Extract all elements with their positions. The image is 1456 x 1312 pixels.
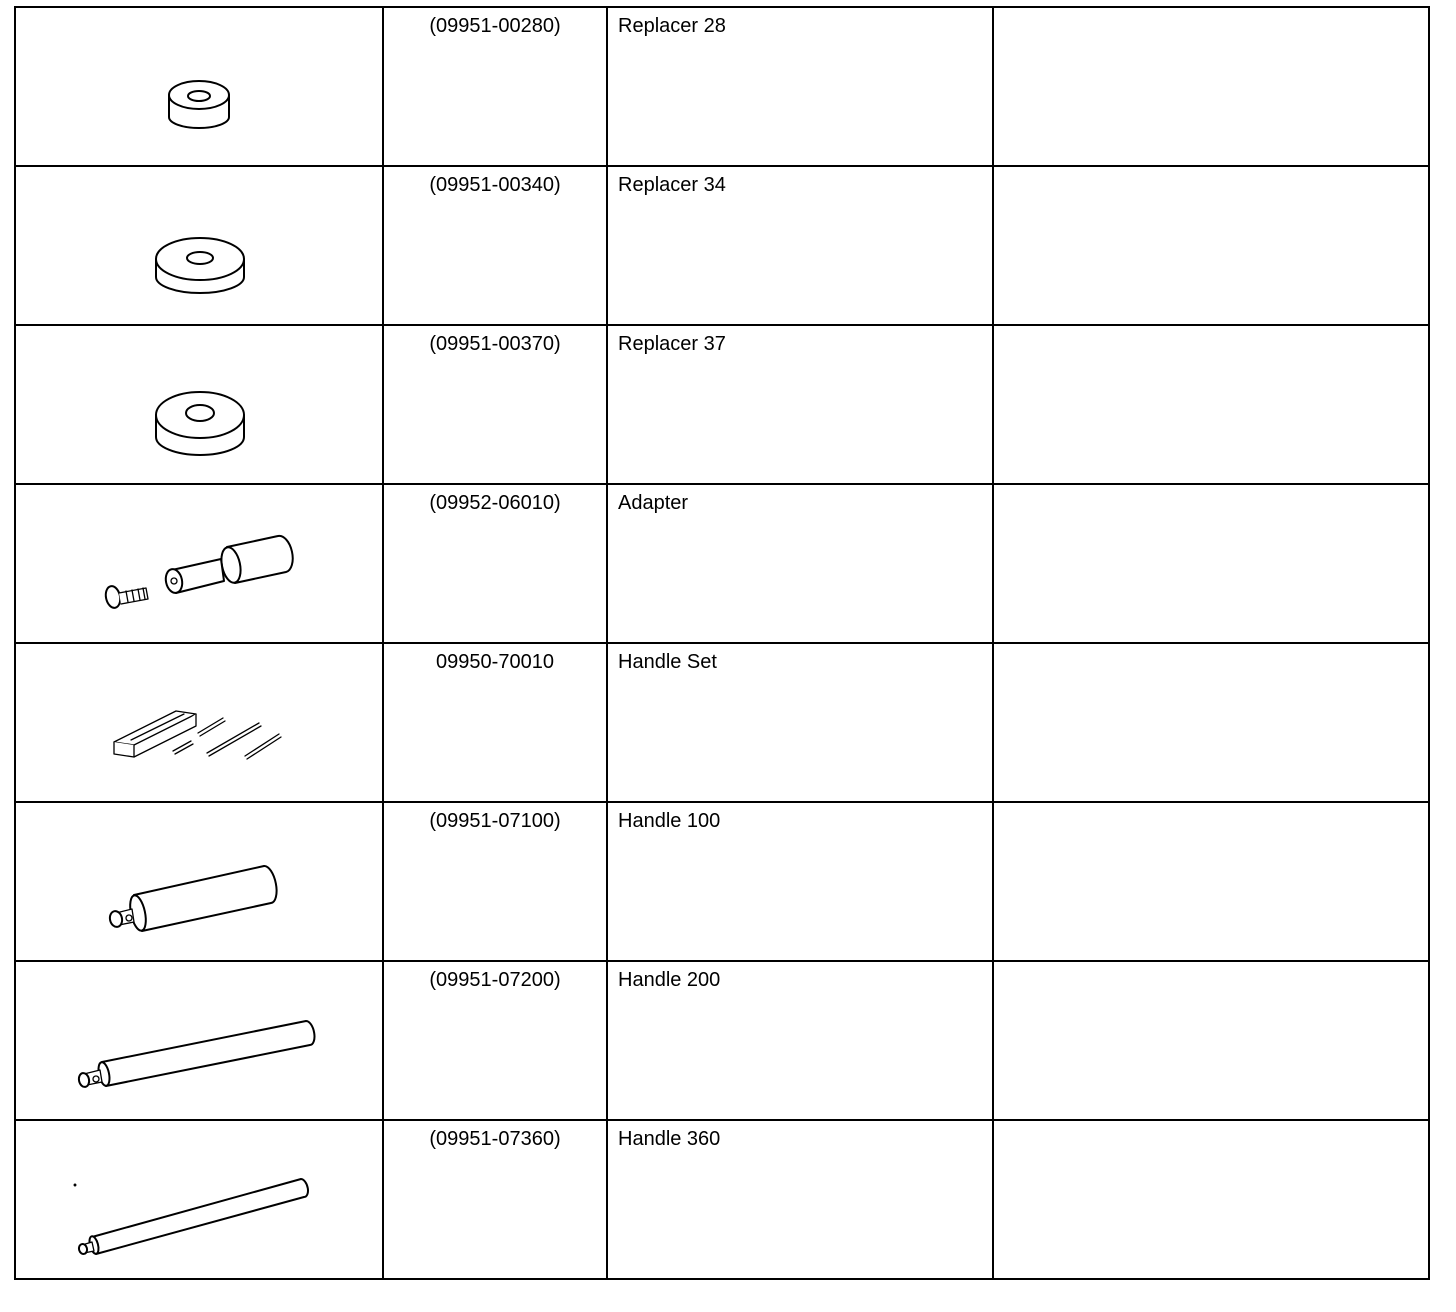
tool-name-cell	[607, 484, 993, 643]
tool-name-cell	[607, 961, 993, 1120]
note-cell	[993, 325, 1429, 484]
tool-name-cell	[607, 643, 993, 802]
tool-name: Handle Set	[618, 651, 717, 673]
part-number-cell	[383, 484, 607, 643]
tool-name: Replacer 37	[618, 333, 726, 355]
part-number-cell	[383, 802, 607, 961]
table-row	[15, 1120, 1429, 1279]
tool-image-cell	[15, 325, 383, 484]
replacer-ring-icon	[16, 167, 382, 324]
tool-image-cell	[15, 166, 383, 325]
table-row	[15, 166, 1429, 325]
handle-rod-icon	[16, 962, 382, 1119]
handle-rod-icon	[16, 1121, 382, 1278]
part-number: (09951-07100)	[429, 810, 561, 832]
tool-name: Handle 360	[618, 1128, 721, 1150]
tool-name: Replacer 28	[618, 15, 726, 37]
table-row	[15, 7, 1429, 166]
handle-rod-icon	[16, 803, 382, 960]
tool-name: Adapter	[618, 492, 689, 514]
replacer-ring-icon	[16, 326, 382, 483]
special-tools-table	[14, 6, 1430, 1280]
note-cell	[993, 166, 1429, 325]
part-number-cell	[383, 325, 607, 484]
part-number: (09951-07360)	[429, 1128, 561, 1150]
table-row	[15, 802, 1429, 961]
part-number-cell	[383, 1120, 607, 1279]
tool-name: Replacer 34	[618, 174, 726, 196]
part-number-cell	[383, 961, 607, 1120]
tool-image-cell	[15, 1120, 383, 1279]
tool-image-cell	[15, 802, 383, 961]
tool-name: Handle 200	[618, 969, 721, 991]
part-number-cell	[383, 7, 607, 166]
part-number: (09952-06010)	[429, 492, 561, 514]
tool-name-cell	[607, 1120, 993, 1279]
part-number: (09951-00280)	[429, 15, 561, 37]
tool-image-cell	[15, 643, 383, 802]
note-cell	[993, 1120, 1429, 1279]
note-cell	[993, 961, 1429, 1120]
tool-name-cell	[607, 325, 993, 484]
tool-image-cell	[15, 484, 383, 643]
tool-image-cell	[15, 961, 383, 1120]
note-cell	[993, 643, 1429, 802]
replacer-ring-icon	[16, 8, 382, 165]
adapter-icon	[16, 485, 382, 642]
table-row	[15, 325, 1429, 484]
part-number-cell	[383, 643, 607, 802]
note-cell	[993, 7, 1429, 166]
handle-set-icon	[16, 644, 382, 801]
table-row	[15, 484, 1429, 643]
tool-name-cell	[607, 7, 993, 166]
table-row	[15, 643, 1429, 802]
tool-name-cell	[607, 166, 993, 325]
tool-name: Handle 100	[618, 810, 721, 832]
note-cell	[993, 484, 1429, 643]
part-number-cell	[383, 166, 607, 325]
tool-image-cell	[15, 7, 383, 166]
part-number: (09951-00340)	[429, 174, 561, 196]
table-row	[15, 961, 1429, 1120]
part-number: 09950-70010	[436, 651, 554, 673]
note-cell	[993, 802, 1429, 961]
part-number: (09951-07200)	[429, 969, 561, 991]
tool-name-cell	[607, 802, 993, 961]
part-number: (09951-00370)	[429, 333, 561, 355]
